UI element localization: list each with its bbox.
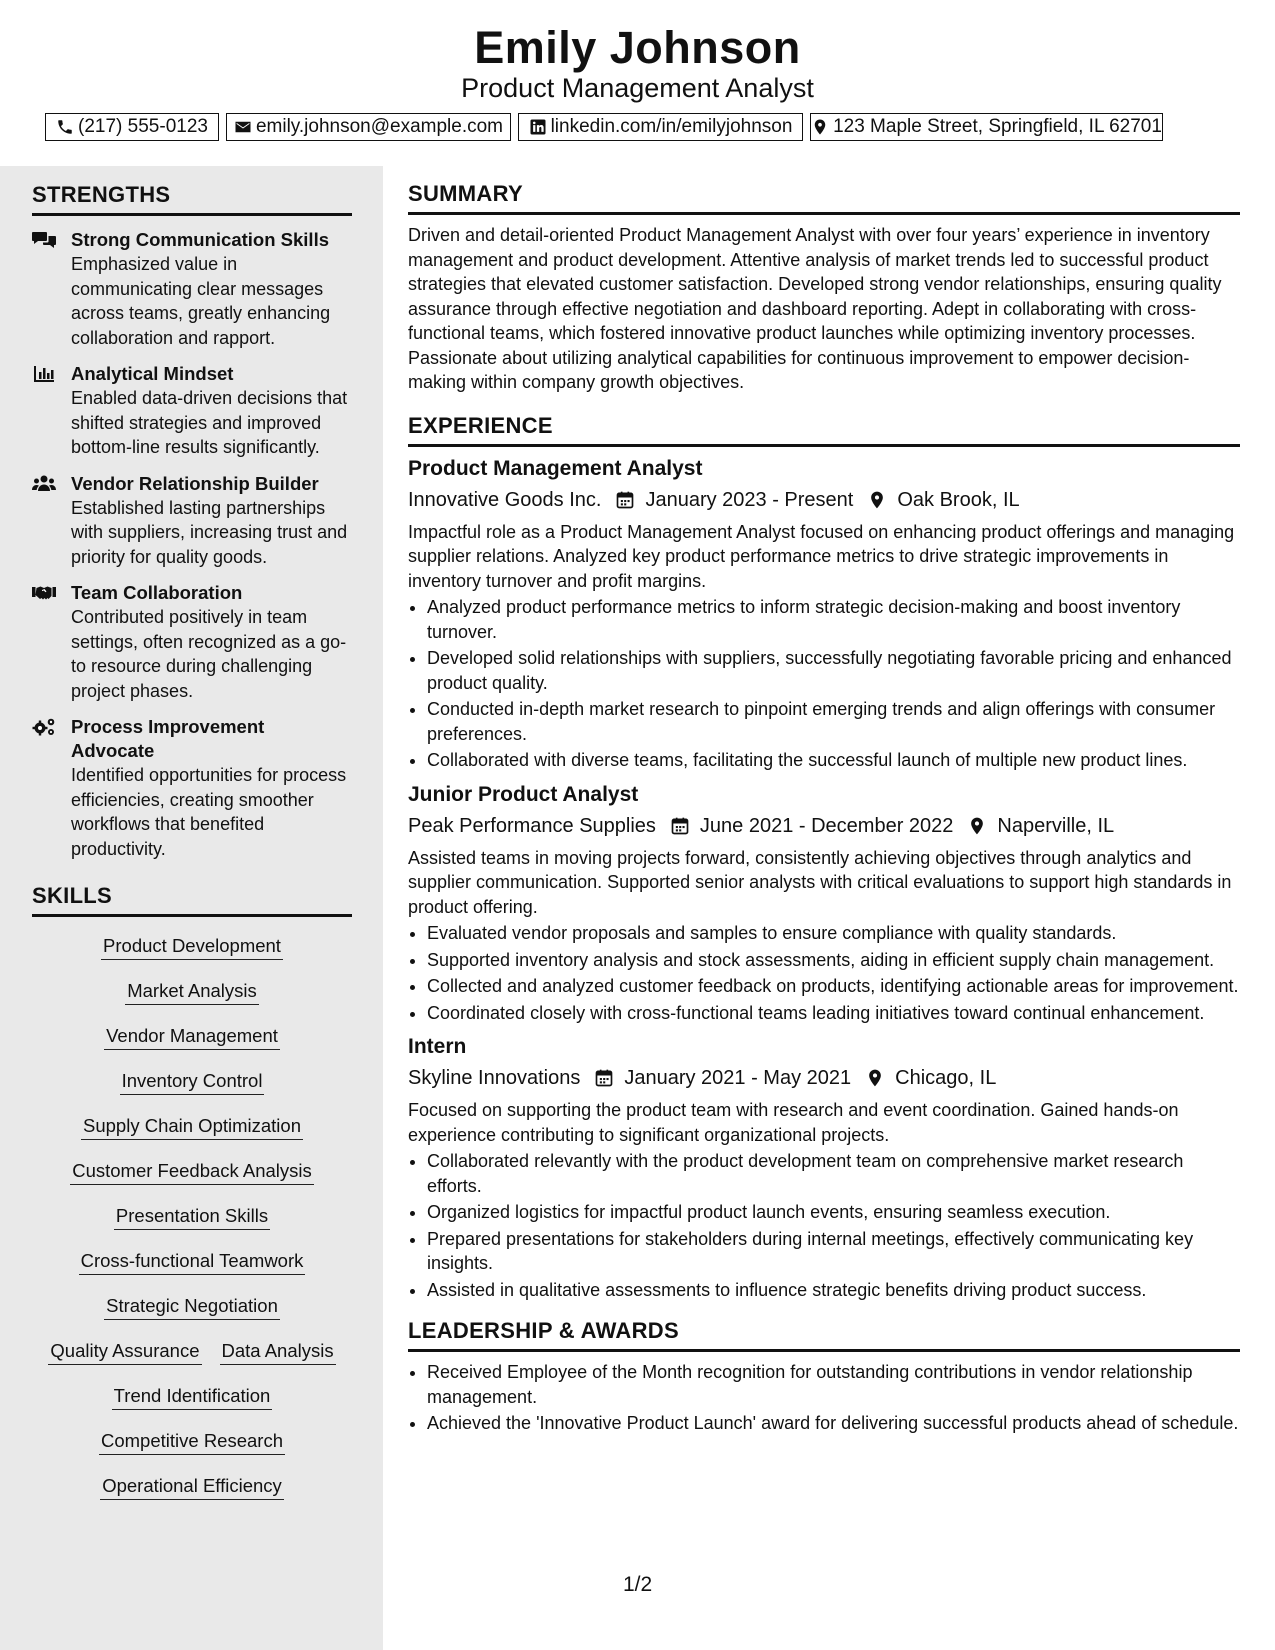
bullet-item: • Collected and analyzed customer feedback on products, identifying actionable areas for improvement.	[427, 974, 1240, 999]
leadership-heading: LEADERSHIP & AWARDS	[408, 1318, 1240, 1352]
job-dates: January 2021 - May 2021	[624, 1067, 852, 1089]
contact-email[interactable]	[226, 113, 511, 141]
bullet-item: • Achieved the 'Innovative Product Launch' award for delivering successful products ahead of schedule.	[427, 1411, 1240, 1436]
page-number: 1/2	[623, 1573, 653, 1596]
skill-tag: Market Analysis	[125, 978, 259, 1005]
skill-tag: Trend Identification	[112, 1383, 273, 1410]
bar-chart-icon	[32, 364, 56, 384]
job-entry	[408, 781, 1240, 1026]
bullet-item: • Organized logistics for impactful product launch events, ensuring seamless execution.	[427, 1200, 1240, 1225]
experience-heading: EXPERIENCE	[408, 413, 1240, 447]
skill-tag: Supply Chain Optimization	[81, 1113, 303, 1140]
job-entry	[408, 455, 1240, 773]
email-text: emily.johnson@example.com	[255, 116, 504, 137]
strength-item	[32, 715, 352, 861]
candidate-name: Emily Johnson	[474, 22, 801, 73]
job-description: Assisted teams in moving projects forward, consistently achieving objectives through analytics and supplier communication. Supported senior analysts with critical evaluations to support high standards in product offering.	[408, 847, 1232, 917]
skill-tag: Product Development	[101, 933, 283, 960]
job-bullets	[408, 1149, 1240, 1302]
bullet-item: • Received Employee of the Month recognition for outstanding contributions in vendor relationship management.	[427, 1360, 1240, 1409]
strength-item	[32, 362, 352, 460]
job-dates: June 2021 - December 2022	[699, 814, 954, 837]
linkedin-icon	[529, 118, 547, 136]
job-meta	[408, 1064, 1240, 1092]
strength-item	[32, 472, 352, 570]
strength-item	[32, 228, 352, 350]
job-location: Chicago, IL	[895, 1067, 997, 1089]
skill-tag: Presentation Skills	[114, 1203, 270, 1230]
bullet-item: • Coordinated closely with cross-functional teams leading initiatives toward continual enhancement.	[427, 1001, 1240, 1026]
bullet-item: • Assisted in qualitative assessments to influence strategic benefits driving product success.	[427, 1278, 1240, 1303]
strengths-heading: STRENGTHS	[32, 182, 352, 216]
resume-header	[0, 0, 1275, 166]
bullet-item: • Collaborated with diverse teams, facilitating the successful launch of multiple new product lines.	[427, 748, 1240, 773]
strength-title: Process Improvement Advocate	[71, 716, 265, 761]
strength-title: Vendor Relationship Builder	[71, 472, 319, 494]
bullet-item: • Developed solid relationships with suppliers, successfully negotiating favorable pricing and enhanced product quality.	[427, 646, 1240, 695]
job-dates: January 2023 - Present	[645, 488, 854, 511]
strength-title: Strong Communication Skills	[71, 229, 329, 250]
job-title: Product Management Analyst	[408, 456, 703, 480]
skill-tag: Inventory Control	[120, 1068, 265, 1095]
bullet-item: • Supported inventory analysis and stock assessments, aiding in efficient supply chain management.	[427, 948, 1240, 973]
strength-desc: Emphasized value in communicating clear messages across teams, greatly enhancing collaboration and rapport.	[71, 254, 331, 348]
map-pin-icon	[865, 1068, 885, 1088]
map-pin-icon	[867, 490, 887, 510]
skill-tag: Competitive Research	[99, 1428, 285, 1455]
job-company: Peak Performance Supplies	[408, 814, 656, 837]
bullet-item: • Analyzed product performance metrics to inform strategic decision-making and boost inventory turnover.	[427, 595, 1240, 644]
job-entry	[408, 1033, 1240, 1302]
handshake-icon	[32, 583, 56, 603]
skill-tag: Data Analysis	[220, 1338, 336, 1365]
skill-tag: Customer Feedback Analysis	[70, 1158, 314, 1185]
summary-heading: SUMMARY	[408, 181, 1240, 215]
address-text: 123 Maple Street, Springfield, IL 62701	[833, 116, 1162, 137]
strength-desc: Enabled data-driven decisions that shifted strategies and improved bottom-line results significantly.	[71, 388, 348, 457]
map-pin-icon	[811, 118, 829, 136]
strength-item	[32, 581, 352, 703]
job-bullets	[408, 921, 1240, 1025]
contact-address	[810, 113, 1163, 141]
linkedin-text: linkedin.com/in/emilyjohnson	[550, 116, 793, 137]
job-meta	[408, 486, 1240, 514]
skill-tag: Quality Assurance	[48, 1338, 201, 1365]
candidate-title: Product Management Analyst	[461, 73, 814, 103]
bullet-item: • Conducted in-depth market research to pinpoint emerging trends and align offerings with consumer preferences.	[427, 697, 1240, 746]
strength-desc: Contributed positively in team settings, often recognized as a go-to resource during challenging project phases.	[71, 607, 347, 701]
gears-icon	[32, 717, 56, 737]
job-description: Focused on supporting the product team with research and event coordination. Gained hands-on experience contributing to significant organizational projects.	[408, 1100, 1179, 1145]
job-title: Intern	[408, 1035, 467, 1058]
strength-desc: Established lasting partnerships with suppliers, increasing trust and priority for quality goods.	[71, 497, 348, 567]
skills-list	[32, 925, 352, 1510]
strength-desc: Identified opportunities for process efficiencies, creating smoother workflows that benefited productivity.	[71, 765, 347, 859]
strength-title: Analytical Mindset	[71, 363, 234, 384]
skill-tag: Operational Efficiency	[100, 1473, 284, 1500]
chat-bubbles-icon	[32, 230, 56, 250]
job-description: Impactful role as a Product Management Analyst focused on enhancing product offerings and managing supplier relations. Analyzed key product performance metrics to drive strategic improvements in inventory turnover and profit margins.	[408, 521, 1235, 591]
skill-tag: Cross-functional Teamwork	[79, 1248, 306, 1275]
bullet-item: • Prepared presentations for stakeholders during internal meetings, effectively communicating key insights.	[427, 1227, 1240, 1276]
leadership-bullets	[408, 1360, 1240, 1436]
skill-tag: Vendor Management	[104, 1023, 280, 1050]
calendar-icon	[670, 816, 690, 836]
calendar-icon	[594, 1068, 614, 1088]
contact-bar	[0, 113, 1275, 145]
bullet-item: • Evaluated vendor proposals and samples to ensure compliance with quality standards.	[427, 921, 1240, 946]
phone-icon	[56, 118, 74, 136]
job-location: Naperville, IL	[997, 814, 1115, 837]
envelope-icon	[234, 118, 252, 136]
job-company: Skyline Innovations	[408, 1067, 581, 1089]
skill-tag: Strategic Negotiation	[104, 1293, 280, 1320]
map-pin-icon	[967, 816, 987, 836]
contact-linkedin[interactable]	[518, 113, 803, 141]
users-icon	[32, 474, 56, 494]
summary-text: Driven and detail-oriented Product Management Analyst with over four years’ experience in inventory management and product development. Attentive analysis of market trends led to successful product strategies that elevated customer satisfaction. Developed strong vendor relationships, ensuring quality assurance through effective negotiation and dashboard reporting. Adept in collaborating with cross-functional teams, which fostered innovative product launches while optimizing inventory processes. Passionate about utilizing analytical capabilities for continuous improvement to empower decision-making within company growth objectives.	[408, 225, 1222, 392]
job-bullets	[408, 595, 1240, 773]
contact-phone[interactable]	[45, 113, 219, 141]
job-title: Junior Product Analyst	[408, 782, 639, 806]
calendar-icon	[615, 490, 635, 510]
bullet-item: • Collaborated relevantly with the product development team on comprehensive market research efforts.	[427, 1149, 1240, 1198]
job-location: Oak Brook, IL	[897, 488, 1020, 511]
sidebar	[0, 166, 383, 1650]
main-content	[408, 181, 1240, 1438]
job-company: Innovative Goods Inc.	[408, 488, 602, 511]
skills-heading: SKILLS	[32, 883, 352, 917]
job-meta	[408, 812, 1240, 840]
phone-text: (217) 555-0123	[78, 116, 208, 137]
strength-title: Team Collaboration	[71, 582, 243, 603]
